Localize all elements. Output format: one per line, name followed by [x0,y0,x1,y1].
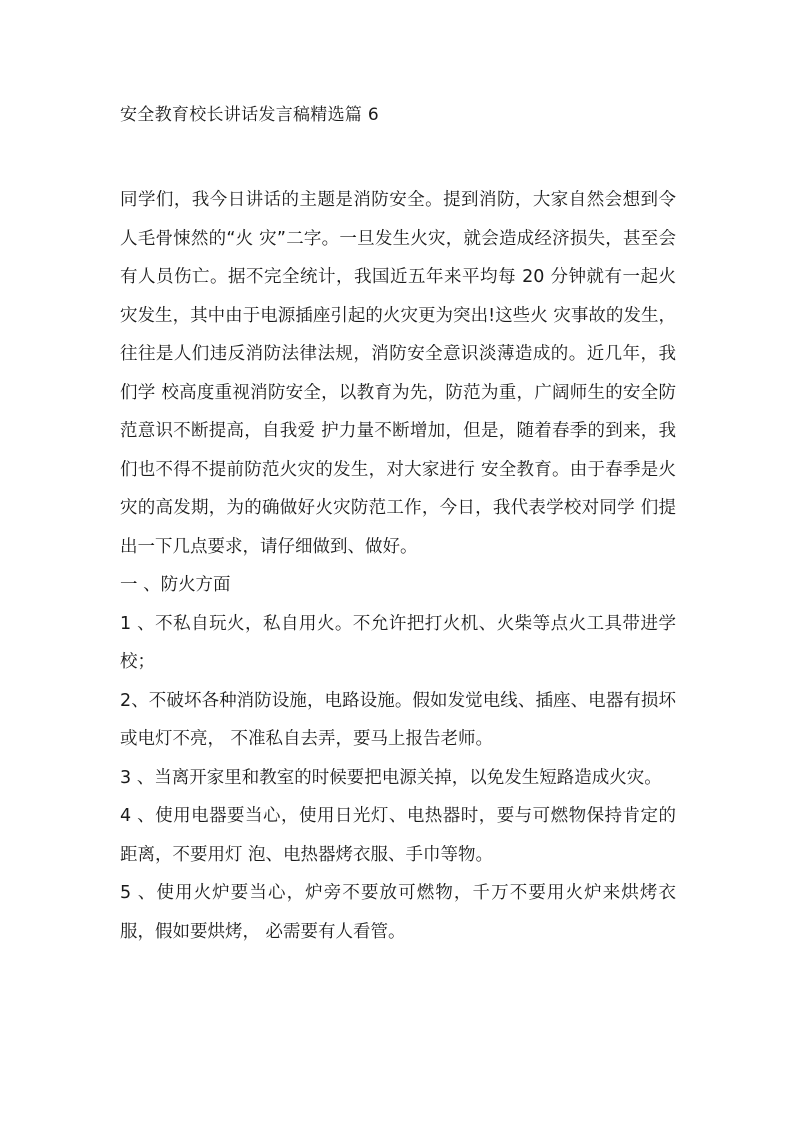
list-item-4: 4 、使用电器要当心，使用日光灯、电热器时，要与可燃物保持肯定的距离，不要用灯 泡、电热器烤衣服、手巾等物。 [120,806,676,865]
document-body [120,181,676,951]
list-item-5: 5 、使用火炉要当心，炉旁不要放可燃物，千万不要用火炉来烘烤衣服，假如要烘烤， 必需要有人看管。 [120,883,676,942]
section-heading-fire-prevention: 一 、防火方面 [120,575,231,595]
document-title: 安全教育校长讲话发言稿精选篇 6 [120,105,380,125]
list-item-2: 2、不破坏各种消防设施，电路设施。假如发觉电线、插座、电器有损坏或电灯不亮， 不准私自去弄，要马上报告老师。 [120,690,676,749]
list-item-3: 3 、当离开家里和教室的时候要把电源关掉，以免发生短路造成火灾。 [120,767,662,788]
intro-paragraph: 同学们，我今日讲话的主题是消防安全。提到消防，大家自然会想到令人毛骨悚然的“火 灾”二字。一旦发生火灾，就会造成经济损失，甚至会有人员伤亡。据不完全统计，我国近五年来平均每 20 分钟就有一起火灾发生，其中由于电源插座引起的火灾更为突出!这些火 灾事故的发生，往往是人们违反消防法律法规，消防安全意识淡薄造成的。近几年，我们学 校高度重视消防安全，以教育为先，防范为重，广阔师生的安全防范意识不断提高，自我爱 护力量不断增加，但是，随着春季的到来，我们也不得不提前防范火灾的发生，对大家进行 安全教育。由于春季是火灾的高发期，为的确做好火灾防范工作，今日，我代表学校对同学 们提出一下几点要求，请仔细做到、做好。 [120,190,676,557]
list-item-1: 1 、不私自玩火，私自用火。不允许把打火机、火柴等点火工具带进学校； [120,613,676,672]
